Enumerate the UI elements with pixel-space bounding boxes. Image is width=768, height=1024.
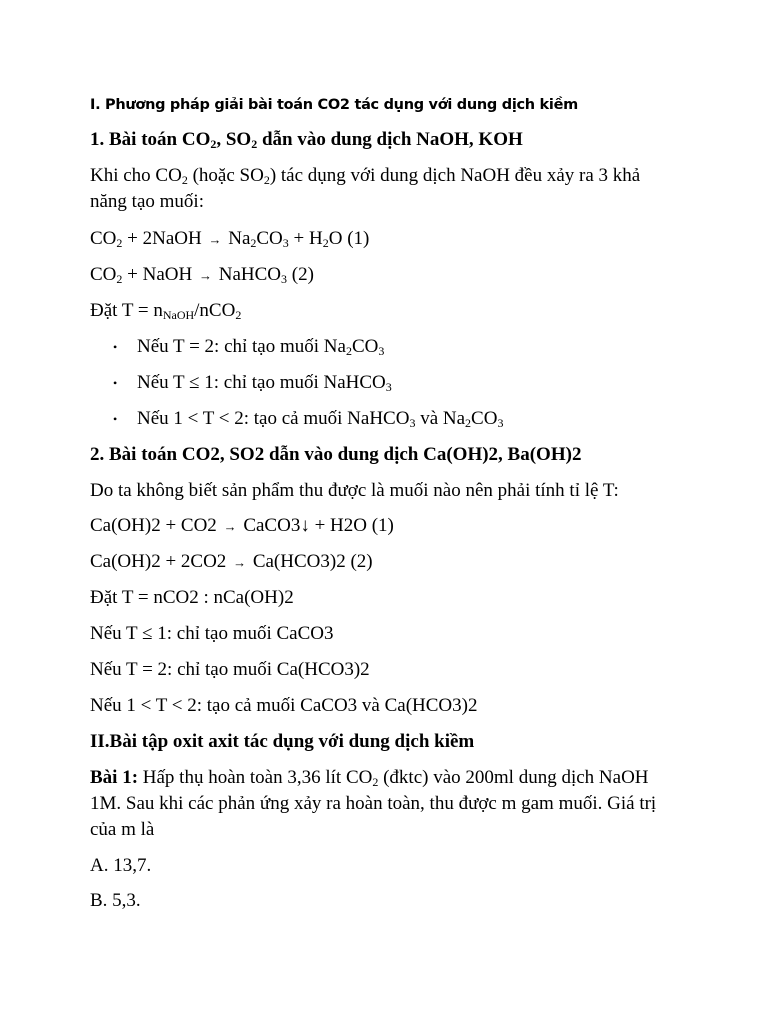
bullet-icon: • bbox=[113, 412, 118, 426]
list-item: • Nếu T ≤ 1: chỉ tạo muối NaHCO$_3$ bbox=[113, 372, 392, 394]
exercise-1: Bài 1: Hấp thụ hoàn toàn 3,36 lít $CO_2$ (đktc) vào 200ml dung dịch NaOH 1M. Sau khi các phản ứng xảy ra hoàn toàn, thu được m gam muối. Giá trị của m là bbox=[90, 767, 657, 840]
list-item: • Nếu 1 < T < 2: tạo cả muối NaHCO$_3$ và $Na_2CO_3$ bbox=[113, 408, 504, 430]
reaction-arrow-icon: → bbox=[223, 519, 237, 534]
section-3-heading: II.Bài tập oxit axit tác dụng với dung dịch kiềm bbox=[90, 731, 475, 752]
option-b: B. 5,3. bbox=[90, 890, 141, 911]
ratio-definition-1: Đặt $T = n_{NaOH}/nCO_2$ bbox=[90, 300, 242, 322]
main-heading: I. Phương pháp giải bài toán CO2 tác dụng với dung dịch kiềm bbox=[90, 97, 578, 113]
equation-2: $CO_2$ + NaOH → NaHCO$_3$ (2) bbox=[90, 264, 314, 286]
section-2-heading: 2. Bài toán CO2, SO2 dẫn vào dung dịch Ca(OH)2, Ba(OH)2 bbox=[90, 444, 582, 465]
case-3: Nếu 1 < T < 2: tạo cả muối CaCO3 và Ca(HCO3)2 bbox=[90, 695, 478, 716]
equation-4: Ca(OH)2 + 2CO2 → Ca(HCO3)2 (2) bbox=[90, 551, 373, 572]
case-2: Nếu T = 2: chỉ tạo muối Ca(HCO3)2 bbox=[90, 659, 370, 680]
list-item: • Nếu T = 2: chỉ tạo muối $Na_2CO_3$ bbox=[113, 336, 385, 358]
section-1-intro: Khi cho $CO_2$ (hoặc $SO_2$) tác dụng với dung dịch NaOH đều xảy ra 3 khả năng tạo muối: bbox=[90, 165, 641, 212]
reaction-arrow-icon: → bbox=[198, 268, 212, 283]
equation-3: Ca(OH)2 + CO2 → CaCO3↓ + H2O (1) bbox=[90, 515, 394, 536]
option-a: A. 13,7. bbox=[90, 855, 152, 876]
equation-1: $CO_2$ + 2NaOH → $Na_2CO_3 + H_2O$ (1) bbox=[90, 228, 370, 250]
reaction-arrow-icon: → bbox=[233, 555, 247, 570]
case-1: Nếu T ≤ 1: chỉ tạo muối CaCO3 bbox=[90, 623, 334, 644]
reaction-arrow-icon: → bbox=[208, 232, 222, 247]
bullet-icon: • bbox=[113, 340, 118, 354]
ratio-definition-2: Đặt T = nCO2 : nCa(OH)2 bbox=[90, 587, 294, 608]
bullet-icon: • bbox=[113, 376, 118, 390]
section-2-intro: Do ta không biết sản phẩm thu được là muối nào nên phải tính tỉ lệ T: bbox=[90, 480, 619, 501]
section-1-heading: 1. Bài toán $CO_2$, $SO_2$ dẫn vào dung dịch NaOH, KOH bbox=[90, 129, 523, 151]
